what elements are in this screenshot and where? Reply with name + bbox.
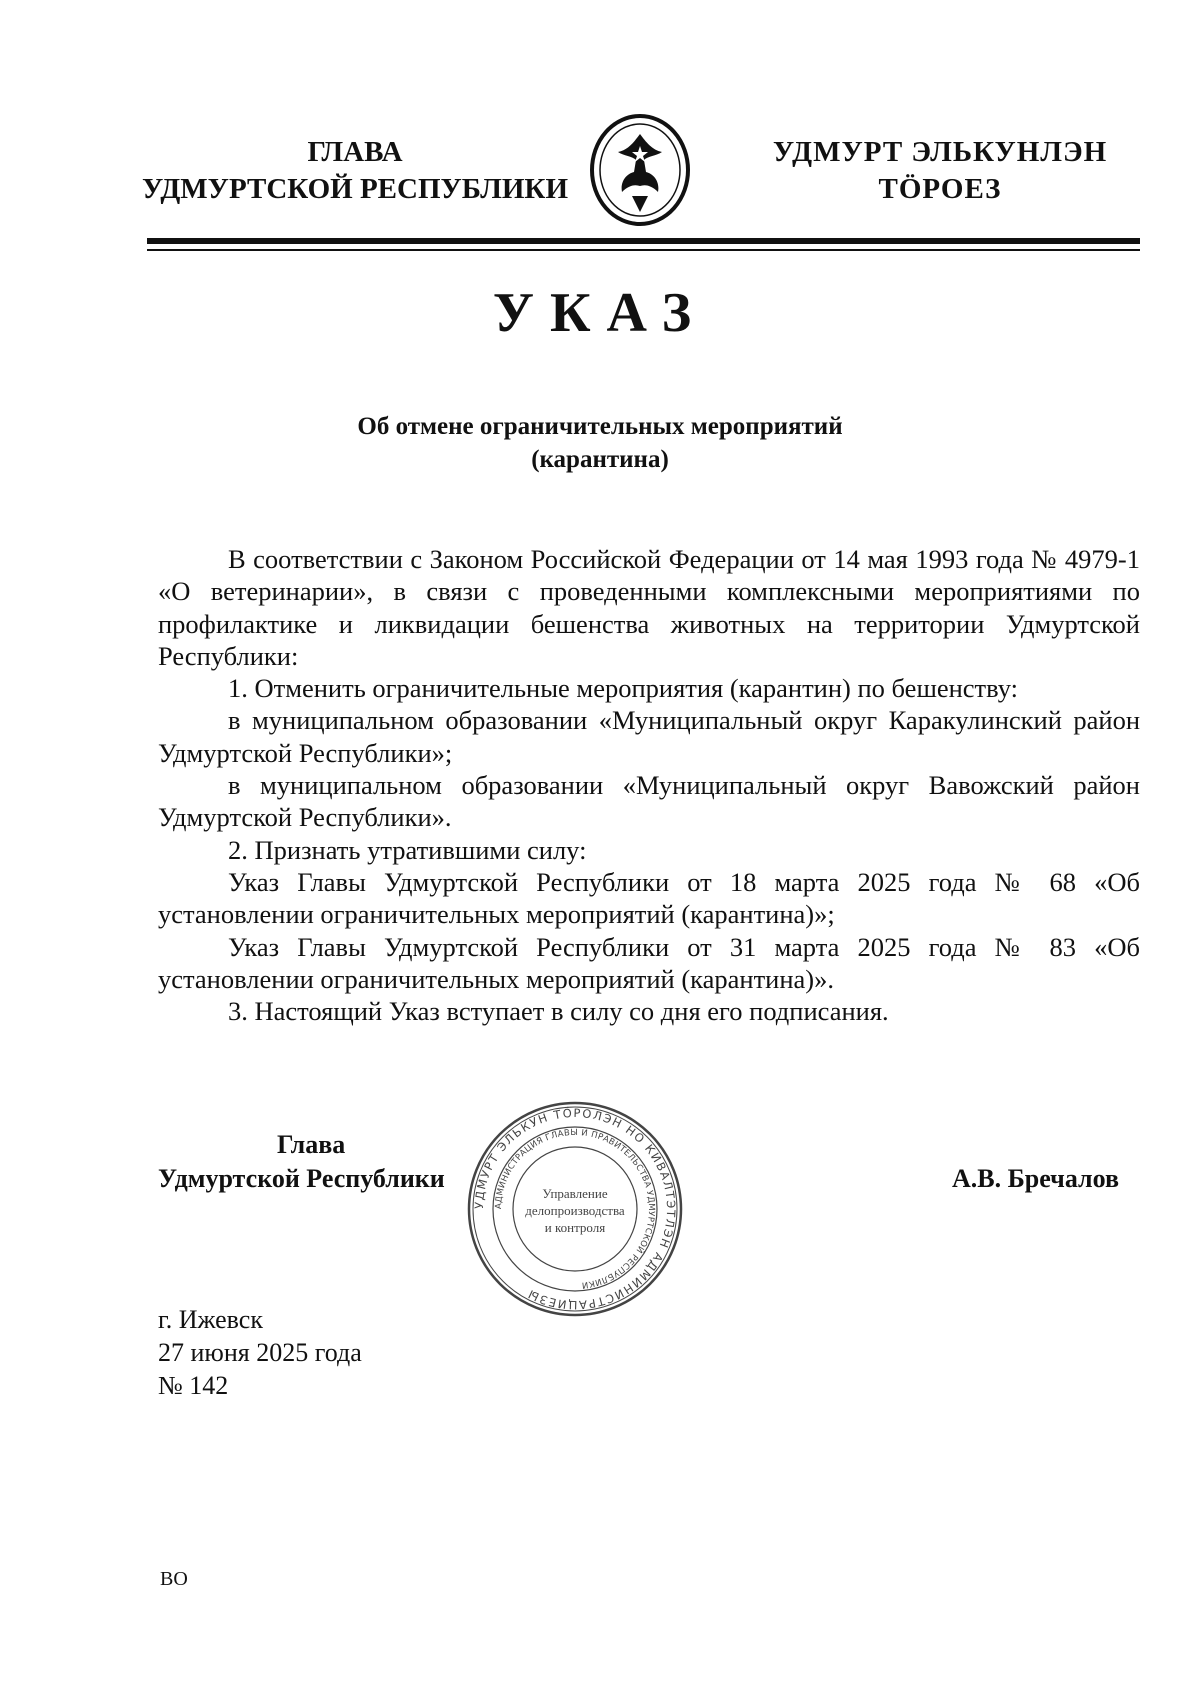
subject-line-2: (карантина) bbox=[531, 446, 669, 473]
issuer-udmurt-line-1: УДМУРТ ЭЛЬКУНЛЭН bbox=[772, 136, 1108, 168]
clause-2-item-decree-68: Указ Главы Удмуртской Республики от 18 марта 2025 года № 68 «Об установлении ограничительных мероприятий (карантина)»; bbox=[158, 866, 1140, 930]
official-seal-stamp bbox=[464, 1098, 686, 1320]
preparer-initials: ВО bbox=[160, 1568, 188, 1590]
clause-2: 2. Признать утратившими силу: bbox=[228, 834, 587, 865]
issuer-line-1: ГЛАВА bbox=[307, 136, 403, 168]
clause-3: 3. Настоящий Указ вступает в силу со дня его подписания. bbox=[228, 996, 889, 1027]
seal-center-line-1: Управление bbox=[542, 1186, 608, 1201]
subject-line-1: Об отмене ограничительных мероприятий bbox=[357, 413, 843, 440]
issuer-name-udmurt bbox=[740, 134, 1140, 208]
clause-1-item-karakulinsky: в муниципальном образовании «Муниципальный округ Каракулинский район Удмуртской Республики»; bbox=[158, 705, 1140, 768]
signatory-title-line-1: Глава bbox=[277, 1130, 346, 1159]
decree-subject bbox=[300, 410, 900, 476]
issuer-name-russian bbox=[140, 134, 570, 208]
decree-number: № 142 bbox=[158, 1371, 229, 1400]
header-rule-thin bbox=[147, 249, 1140, 251]
decree-body bbox=[158, 543, 1140, 1027]
signatory-name: А.В. Бречалов bbox=[952, 1164, 1120, 1193]
seal-outer-text: УДМУРТ ЭЛЬКУН ТӦРОЛЭН НО КИВАЛТЭТЛЭН АДМИНИСТРАЦИЕЗЫ bbox=[471, 1105, 679, 1313]
clause-1: 1. Отменить ограничительные мероприятия (карантин) по бешенству: bbox=[228, 673, 1019, 704]
document-type-heading: УКАЗ bbox=[492, 282, 708, 344]
clause-2-item-decree-83: Указ Главы Удмуртской Республики от 31 марта 2025 года № 83 «Об установлении ограничительных мероприятий (карантина)». bbox=[158, 931, 1140, 994]
issuer-line-2: УДМУРТСКОЙ РЕСПУБЛИКИ bbox=[141, 173, 569, 205]
header-rule-thick bbox=[147, 238, 1140, 244]
seal-center-line-3: и контроля bbox=[544, 1220, 606, 1235]
udmurtia-coat-of-arms-icon bbox=[588, 112, 692, 230]
seal-inner-text: АДМИНИСТРАЦИЯ ГЛАВЫ И ПРАВИТЕЛЬСТВА УДМУРТСКОЙ РЕСПУБЛИКИ bbox=[493, 1127, 657, 1290]
clause-1-item-vavozhsky: в муниципальном образовании «Муниципальный округ Вавожский район Удмуртской Республики». bbox=[158, 770, 1140, 833]
issuer-udmurt-line-2: ТӦРОЕЗ bbox=[878, 173, 1002, 205]
seal-center-line-2: делопроизводства bbox=[525, 1203, 625, 1218]
signatory-title-line-2: Удмуртской Республики bbox=[158, 1164, 445, 1193]
preamble-paragraph: В соответствии с Законом Российской Федерации от 14 мая 1993 года № 4979-1 «О ветеринарии», в связи с проведенными комплексными мероприятиями по профилактике и ликвидации бешенства животных на территории Удмуртской Республики: bbox=[158, 544, 1140, 671]
issue-date: 27 июня 2025 года bbox=[158, 1338, 362, 1367]
issue-city: г. Ижевск bbox=[158, 1305, 263, 1334]
